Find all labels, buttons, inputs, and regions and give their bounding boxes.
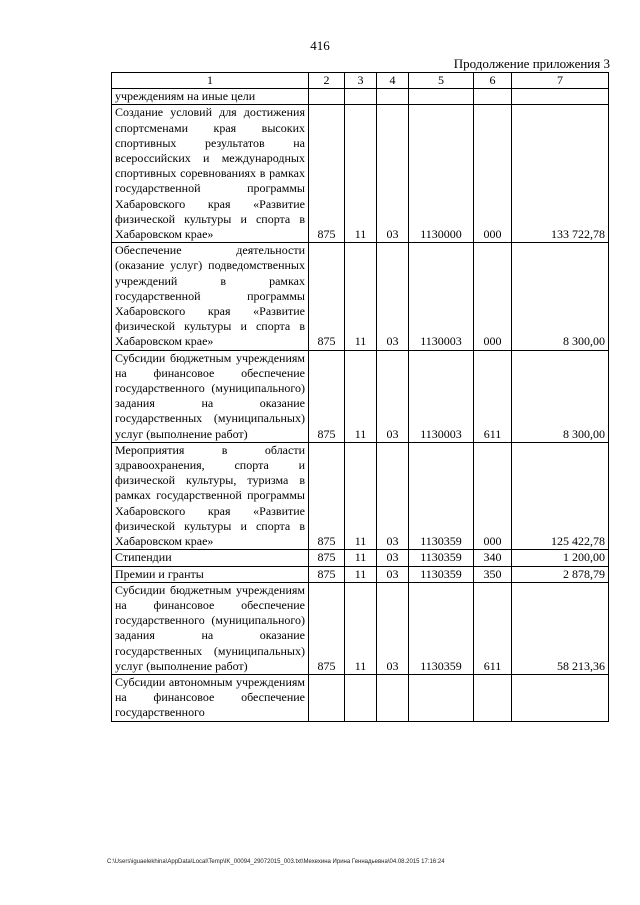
header-cell: 3 (345, 73, 377, 89)
expense-name-cell: Создание условий для достижения спортсменами края высоких спортивных результатов на всероссийских и международных спортивных соревнованиях в рамках государственной программы Хабаровского края «Развитие физической культуры и спорта в Хабаровском крае» (112, 105, 309, 243)
ministry-code-cell: 875 (309, 350, 345, 442)
amount-cell: 1 200,00 (512, 550, 609, 566)
budget-table (111, 72, 609, 722)
target-article-cell (409, 89, 474, 105)
expense-name-cell: учреждениям на иные цели (112, 89, 309, 105)
ministry-code-cell: 875 (309, 566, 345, 582)
subsection-code-cell (377, 89, 409, 105)
subsection-code-cell: 03 (377, 105, 409, 243)
table-row (112, 550, 609, 566)
target-article-cell: 1130003 (409, 243, 474, 350)
table-row (112, 243, 609, 350)
table-header-row (112, 73, 609, 89)
header-cell: 2 (309, 73, 345, 89)
table-row (112, 674, 609, 721)
target-article-cell (409, 674, 474, 721)
subsection-code-cell: 03 (377, 350, 409, 442)
section-code-cell: 11 (345, 582, 377, 674)
expense-type-cell: 611 (474, 582, 512, 674)
table-row (112, 105, 609, 243)
amount-cell (512, 674, 609, 721)
header-cell: 5 (409, 73, 474, 89)
amount-cell: 58 213,36 (512, 582, 609, 674)
ministry-code-cell (309, 89, 345, 105)
subsection-code-cell (377, 674, 409, 721)
amount-cell (512, 89, 609, 105)
section-code-cell: 11 (345, 566, 377, 582)
expense-type-cell: 611 (474, 350, 512, 442)
expense-name-cell: Мероприятия в области здравоохранения, спорта и физической культуры, туризма в рамках государственной программы Хабаровского края «Развитие физической культуры и спорта в Хабаровском крае» (112, 442, 309, 549)
subsection-code-cell: 03 (377, 550, 409, 566)
header-cell: 4 (377, 73, 409, 89)
expense-name-cell: Премии и гранты (112, 566, 309, 582)
subsection-code-cell: 03 (377, 566, 409, 582)
ministry-code-cell (309, 674, 345, 721)
table-row (112, 566, 609, 582)
target-article-cell: 1130359 (409, 566, 474, 582)
expense-type-cell: 340 (474, 550, 512, 566)
section-code-cell: 11 (345, 550, 377, 566)
ministry-code-cell: 875 (309, 442, 345, 549)
page-number: 416 (310, 38, 330, 53)
target-article-cell: 1130000 (409, 105, 474, 243)
ministry-code-cell: 875 (309, 582, 345, 674)
expense-name-cell: Субсидии бюджетным учреждениям на финансовое обеспечение государственного (муниципального) задания на оказание государственных (муниципальных) услуг (выполнение работ) (112, 582, 309, 674)
expense-name-cell: Субсидии бюджетным учреждениям на финансовое обеспечение государственного (муниципального) задания на оказание государственных (муниципальных) услуг (выполнение работ) (112, 350, 309, 442)
expense-type-cell (474, 89, 512, 105)
section-code-cell: 11 (345, 105, 377, 243)
table-row (112, 89, 609, 105)
expense-type-cell (474, 674, 512, 721)
expense-name-cell: Стипендии (112, 550, 309, 566)
subsection-code-cell: 03 (377, 442, 409, 549)
expense-type-cell: 000 (474, 105, 512, 243)
expense-name-cell: Обеспечение деятельности (оказание услуг) подведомственных учреждений в рамках государственной программы Хабаровского края «Развитие физической культуры и спорта в Хабаровском крае» (112, 243, 309, 350)
target-article-cell: 1130359 (409, 442, 474, 549)
ministry-code-cell: 875 (309, 243, 345, 350)
expense-name-cell: Субсидии автономным учреждениям на финансовое обеспечение государственного (112, 674, 309, 721)
amount-cell: 125 422,78 (512, 442, 609, 549)
target-article-cell: 1130359 (409, 582, 474, 674)
section-code-cell: 11 (345, 350, 377, 442)
table-row (112, 350, 609, 442)
header-cell: 7 (512, 73, 609, 89)
section-code-cell (345, 674, 377, 721)
table-row (112, 582, 609, 674)
ministry-code-cell: 875 (309, 550, 345, 566)
amount-cell: 8 300,00 (512, 243, 609, 350)
expense-type-cell: 000 (474, 243, 512, 350)
section-code-cell: 11 (345, 442, 377, 549)
header-cell: 6 (474, 73, 512, 89)
target-article-cell: 1130359 (409, 550, 474, 566)
header-cell: 1 (112, 73, 309, 89)
amount-cell: 133 722,78 (512, 105, 609, 243)
amount-cell: 2 878,79 (512, 566, 609, 582)
amount-cell: 8 300,00 (512, 350, 609, 442)
expense-type-cell: 350 (474, 566, 512, 582)
section-code-cell: 11 (345, 243, 377, 350)
subsection-code-cell: 03 (377, 243, 409, 350)
subsection-code-cell: 03 (377, 582, 409, 674)
target-article-cell: 1130003 (409, 350, 474, 442)
table-row (112, 442, 609, 549)
footer-file-path: C:\Users\iguaelekhina\AppData\Local\Temp\IK_00094_29072015_003.txt\Мехехина Ирина Геннадьевна\04.08.2015 17:16:24 (107, 859, 445, 865)
ministry-code-cell: 875 (309, 105, 345, 243)
continuation-label: Продолжение приложения 3 (453, 56, 610, 71)
section-code-cell (345, 89, 377, 105)
expense-type-cell: 000 (474, 442, 512, 549)
